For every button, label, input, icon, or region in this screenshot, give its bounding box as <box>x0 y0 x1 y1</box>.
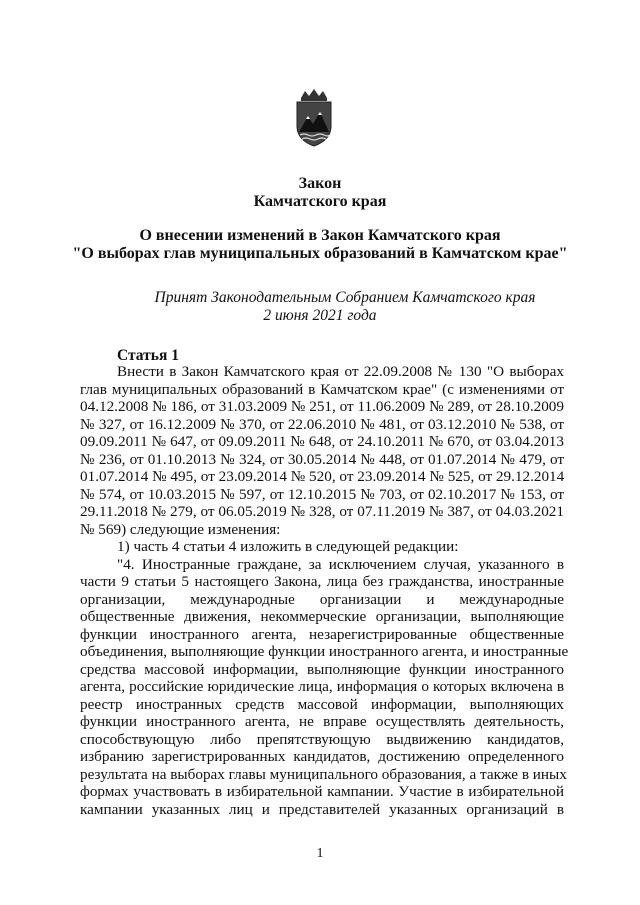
subject-line-1: О внесении изменений в Закон Камчатского края <box>139 227 501 244</box>
article-line: Внести в Закон Камчатского края от 22.09.2008 № 130 "О выборах <box>117 363 564 380</box>
article-line: № 327, от 16.12.2009 № 370, от 22.06.2010 № 481, от 03.12.2010 № 538, от <box>80 415 564 433</box>
article-line: формах участвовать в избирательной кампании. Участие в избирательной <box>80 783 564 800</box>
page-number: 1 <box>316 846 324 861</box>
article-line: 29.11.2018 № 279, от 06.05.2019 № 328, от 07.11.2019 № 387, от 04.03.2021 <box>80 503 564 520</box>
article-heading: Статья 1 <box>117 347 179 364</box>
article-line: № 574, от 10.03.2015 № 597, от 12.10.2015 № 703, от 02.10.2017 № 153, от <box>80 485 564 503</box>
article-line: средства массовой информации, выполняющие функции иностранного <box>80 660 564 678</box>
kamchatka-coat-of-arms-icon <box>293 88 335 148</box>
article-line: 1) часть 4 статьи 4 изложить в следующей редакции: <box>117 538 459 555</box>
article-line: 04.12.2008 № 186, от 31.03.2009 № 251, от 11.06.2009 № 289, от 28.10.2009 <box>80 398 564 415</box>
adopted-date-line: 2 июня 2021 года <box>263 307 377 324</box>
doc-type-title: Закон <box>298 175 342 192</box>
article-line: № 236, от 01.10.2013 № 324, от 30.05.2014 № 448, от 01.07.2014 № 479, от <box>80 450 564 468</box>
article-line: агента, российские юридические лица, информация о которых включена в <box>80 678 564 695</box>
article-line: объединения, выполняющие функции иностранного агента, и иностранные <box>80 643 569 660</box>
article-line: функции иностранного агента, незарегистрированные общественные <box>80 625 564 643</box>
article-line: "4. Иностранные граждане, за исключением случая, указанного в <box>117 555 564 573</box>
article-line: способствующую либо препятствующую выдвижению кандидатов, <box>80 730 564 748</box>
subject-line-2: "О выборах глав муниципальных образований в Камчатском крае" <box>72 245 568 262</box>
article-line: 09.09.2011 № 647, от 09.09.2011 № 648, от 24.10.2011 № 670, от 03.04.2013 <box>80 433 564 450</box>
article-line: № 569) следующие изменения: <box>80 520 281 538</box>
article-line: глав муниципальных образований в Камчатском крае" (с изменениями от <box>80 380 564 398</box>
article-line: части 9 статьи 5 настоящего Закона, лица без гражданства, иностранные <box>80 573 564 590</box>
article-line: реестр иностранных средств массовой информации, выполняющих <box>80 695 564 713</box>
article-line: функции иностранного агента, не вправе осуществлять деятельность, <box>80 713 564 730</box>
article-line: 01.07.2014 № 495, от 23.09.2014 № 520, от 23.09.2014 № 525, от 29.12.2014 <box>80 468 565 485</box>
article-line: кампании указанных лиц и представителей указанных организаций в <box>80 800 564 818</box>
article-line: общественные движения, некоммерческие организации, выполняющие <box>80 608 564 625</box>
article-line: избранию зарегистрированных кандидатов, достижению определенного <box>80 748 564 765</box>
article-line: результата на выборах главы муниципального образования, а также в иных <box>80 765 567 783</box>
adopted-by-line: Принят Законодательным Собранием Камчатского края <box>154 289 536 306</box>
article-line: организации, международные организации и международные <box>80 590 564 608</box>
region-title: Камчатского края <box>253 193 387 210</box>
